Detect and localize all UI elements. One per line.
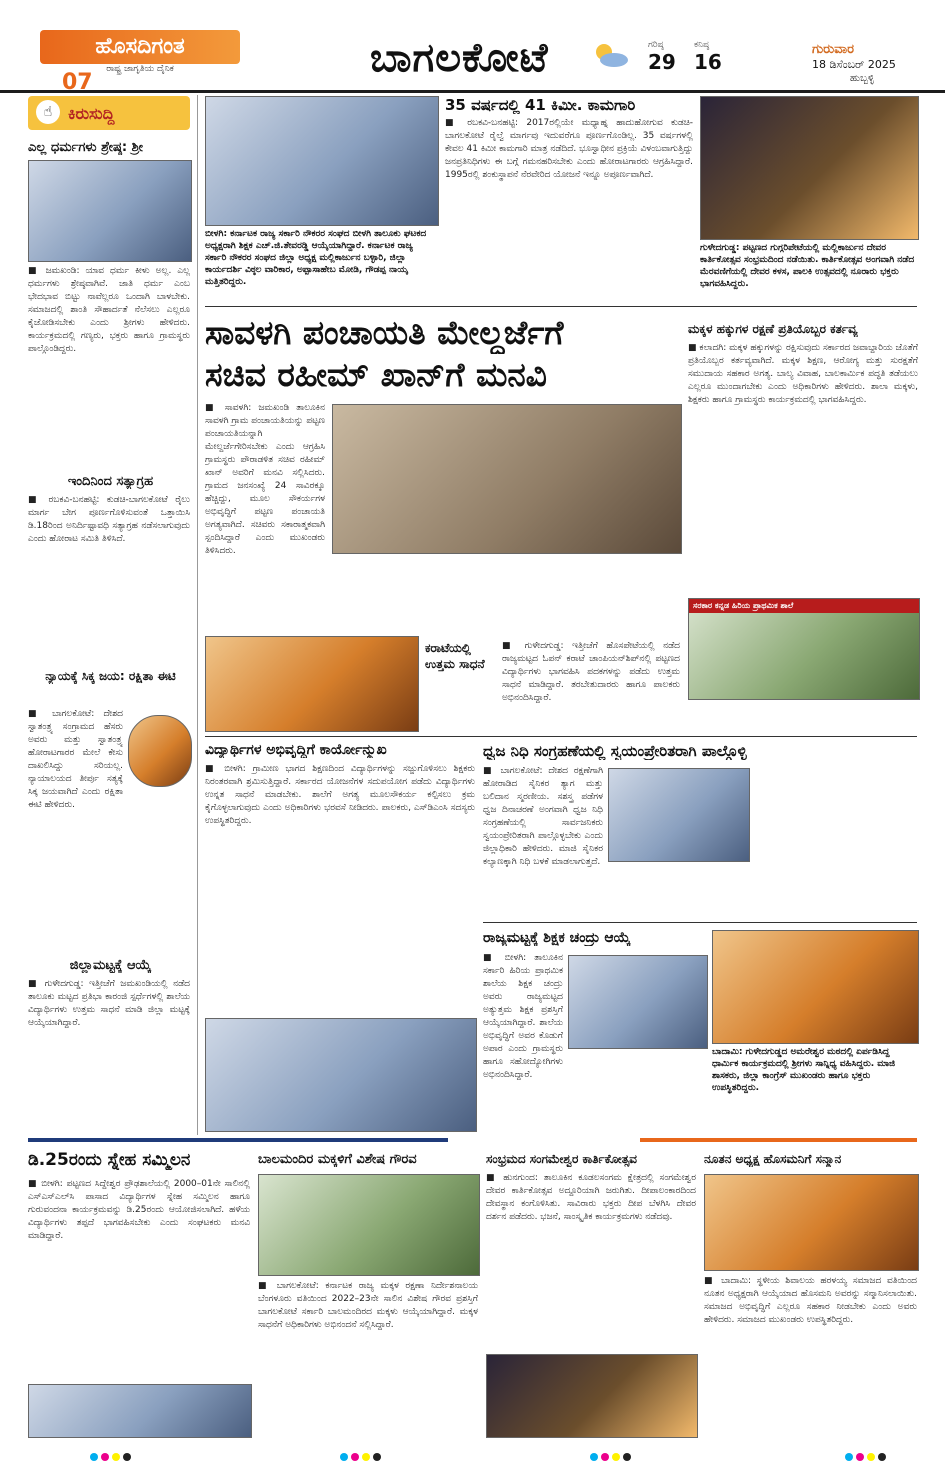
bottom-s3-headline: ಸಂಭ್ರಮದ ಸಂಗಮೇಶ್ವರ ಕಾರ್ತಿಕೋತ್ಸವ (486, 1152, 637, 1166)
registration-dots (340, 1446, 384, 1465)
teacher-photo (568, 955, 708, 1049)
students-headline: ವಿದ್ಯಾರ್ಥಿಗಳ ಅಭಿವೃದ್ಧಿಗೆ ಕಾರ್ಯೋನ್ಮುಖ (205, 742, 387, 758)
story1-body: ■ ಜಮಖಂಡಿ: ಯಾವ ಧರ್ಮ ಕೀಳು ಅಲ್ಲ. ಎಲ್ಲ ಧರ್ಮಗಳು ಶ್ರೇಷ್ಠವಾಗಿವೆ. ಜಾತಿ ಧರ್ಮ ಎಂಬ ಭೇದಭಾವ ಬಿಟ್ಟು ನಾವೆಲ್ಲರೂ ಒಂದಾಗಿ ಬಾಳಬೇಕು. ಸಮಾಜದಲ್ಲಿ ಶಾಂತಿ ಸೌಹಾರ್ದತೆ ನೆಲೆಸಲು ಎಲ್ಲರೂ ಕೈಜೋಡಿಸಬೇಕು ಎಂದು ಶ್ರೀಗಳು ಹೇಳಿದರು. ಕಾರ್ಯಕ್ರಮದಲ್ಲಿ ಗಣ್ಯರು, ಭಕ್ತರು ಹಾಗೂ ಗ್ರಾಮಸ್ಥರು ಪಾಲ್ಗೊಂಡಿದ್ದರು. (28, 266, 190, 354)
rakshita-portrait (128, 715, 192, 787)
bottom-s1-photo (28, 1384, 252, 1438)
top-row-rule (205, 306, 917, 307)
children-body: ■ ಕಲಾದಗಿ: ಮಕ್ಕಳ ಹಕ್ಕುಗಳನ್ನು ರಕ್ಷಿಸುವುದು ಸರ್ಕಾರದ ಜವಾಬ್ದಾರಿಯ ಜೊತೆಗೆ ಪ್ರತಿಯೊಬ್ಬರ ಕರ್ತವ್ಯವಾಗಿದೆ. ಮಕ್ಕಳ ಶಿಕ್ಷಣ, ಆರೋಗ್ಯ ಮತ್ತು ಸುರಕ್ಷತೆಗೆ ಸಮುದಾಯ ಸಹಕಾರ ಅಗತ್ಯ. ಬಾಲ್ಯ ವಿವಾಹ, ಬಾಲಕಾರ್ಮಿಕ ಪದ್ಧತಿ ತಡೆಯಲು ಎಲ್ಲರೂ ಮುಂದಾಗಬೇಕು ಎಂದು ಅಧಿಕಾರಿಗಳು ಹೇಳಿದರು. ಶಾಲಾ ಮಕ್ಕಳು, ಶಿಕ್ಷಕರು ಹಾಗೂ ಗ್ರಾಮಸ್ಥರು ಕಾರ್ಯಕ್ರಮದಲ್ಲಿ ಭಾಗವಹಿಸಿದ್ದರು. (688, 343, 918, 405)
section-strip-orange (640, 1138, 917, 1142)
karate-photo (205, 636, 419, 732)
mid-rule (205, 736, 917, 737)
min-temp: 16 (694, 50, 722, 74)
bottom-s3-photo (486, 1354, 698, 1438)
top-photo-2 (700, 96, 919, 240)
bottom-s2-headline: ಬಾಲಮಂದಿರ ಮಕ್ಕಳಿಗೆ ವಿಶೇಷ ಗೌರವ (258, 1152, 417, 1167)
max-temp: 29 (648, 50, 676, 74)
bottom-s2-body: ■ ಬಾಗಲಕೋಟೆ: ಕರ್ನಾಟಕ ರಾಜ್ಯ ಮಕ್ಕಳ ರಕ್ಷಣಾ ನಿರ್ದೇಶನಾಲಯ ಬೆಂಗಳೂರು ವತಿಯಿಂದ 2022–23ನೇ ಸಾಲಿನ ವಿಶೇಷ ಗೌರವ ಪ್ರಶಸ್ತಿಗೆ ಬಾಗಲಕೋಟೆ ಸರ್ಕಾರಿ ಬಾಲಮಂದಿರದ ಮಕ್ಕಳು ಆಯ್ಕೆಯಾಗಿದ್ದಾರೆ. ಮಕ್ಕಳ ಸಾಧನೆಗೆ ಅಧಿಕಾರಿಗಳು ಅಭಿನಂದನೆ ಸಲ್ಲಿಸಿದ್ದಾರೆ. (258, 1281, 478, 1330)
bottom-s1-body: ■ ಬೀಳಗಿ: ಪಟ್ಟಣದ ಸಿದ್ದೇಶ್ವರ ಪ್ರೌಢಶಾಲೆಯಲ್ಲಿ 2000–01ನೇ ಸಾಲಿನಲ್ಲಿ ಎಸ್‌ಎಸ್‌ಎಲ್‌ಸಿ ಪಾಸಾದ ವಿದ್ಯಾರ್ಥಿಗಳ ಸ್ನೇಹ ಸಮ್ಮಿಲನ ಹಾಗೂ ಗುರುವಂದನಾ ಕಾರ್ಯಕ್ರಮವನ್ನು ಡಿ.25ರಂದು ಆಯೋಜಿಸಲಾಗಿದೆ. ಹಳೆಯ ವಿದ್ಯಾರ್ಥಿಗಳು ತಪ್ಪದೆ ಭಾಗವಹಿಸಬೇಕು ಎಂದು ಸಂಘಟಕರು ಮನವಿ ಮಾಡಿದ್ದಾರೆ. (28, 1179, 250, 1241)
day-name: ಗುರುವಾರ (812, 42, 854, 57)
flag-body-continued (756, 765, 917, 915)
rail-story-headline: 35 ವರ್ಷದಲ್ಲಿ 41 ಕಿಮೀ. ಕಾಮಗಾರಿ (445, 96, 636, 114)
children-headline: ಮಕ್ಕಳ ಹಕ್ಕುಗಳ ರಕ್ಷಣೆ ಪ್ರತಿಯೊಬ್ಬರ ಕರ್ತವ್ಯ (688, 322, 858, 336)
max-temp-label: ಗರಿಷ್ಠ (648, 40, 664, 50)
badami-photo (712, 930, 919, 1044)
rail-story-body: ■ ರಬಕವಿ-ಬನಹಟ್ಟಿ: 2017ರಲ್ಲಿಯೇ ಮಧ್ಯಾಹ್ನ ಹಾದುಹೋಗುವ ಕುಡಚಿ-ಬಾಗಲಕೋಟೆ ರೈಲ್ವೆ ಮಾರ್ಗವು ಇದುವರೆಗೂ ಪೂರ್ಣಗೊಂಡಿಲ್ಲ. 35 ವರ್ಷಗಳಲ್ಲಿ ಕೇವಲ 41 ಕಿಮೀ ಕಾಮಗಾರಿ ಮಾತ್ರ ನಡೆದಿದೆ. ಭೂಸ್ವಾಧೀನ ಪ್ರಕ್ರಿಯೆ ವಿಳಂಬವಾಗುತ್ತಿದ್ದು ಜನಪ್ರತಿನಿಧಿಗಳು ಈ ಬಗ್ಗೆ ಗಮನಹರಿಸಬೇಕು ಎಂದು ಹೋರಾಟಗಾರರು ಆಗ್ರಹಿಸಿದ್ದಾರೆ. 1995ರಲ್ಲಿ ಶಂಕುಸ್ಥಾಪನೆ ನೆರವೇರಿದ ಯೋಜನೆ ಇನ್ನೂ ಅಪೂರ್ಣವಾಗಿದೆ. (445, 118, 693, 180)
lead-headline-line1: ಸಾವಳಗಿ ಪಂಚಾಯತಿ ಮೇಲ್ದರ್ಜೆಗೆ (205, 313, 564, 352)
hand-icon: ☝ (36, 100, 60, 124)
top-photo-1 (205, 96, 439, 226)
story1-photo (28, 160, 192, 262)
kirusuddi-title: ಕಿರುಸುದ್ದಿ (68, 104, 115, 123)
story2-body: ■ ರಬಕವಿ-ಬನಹಟ್ಟಿ: ಕುಡಚಿ-ಬಾಗಲಕೋಟೆ ರೈಲು ಮಾರ್ಗ ಬೇಗ ಪೂರ್ಣಗೊಳಿಸುವಂತೆ ಒತ್ತಾಯಿಸಿ ಡಿ.18ರಿಂದ ಅನಿರ್ದಿಷ್ಟಾವಧಿ ಸತ್ಯಾಗ್ರಹ ನಡೆಸಲಾಗುವುದು ಎಂದು ಹೋರಾಟ ಸಮಿತಿ ತಿಳಿಸಿದೆ. (28, 495, 190, 544)
karate-headline: ಕರಾಟೆಯಲ್ಲಿ ಉತ್ತಮ ಸಾಧನೆ (425, 641, 485, 671)
school-banner: ಸರಕಾರ ಕನ್ನಡ ಹಿರಿಯ ಪ್ರಾಥಮಿಕ ಶಾಲೆ (689, 599, 919, 613)
students-photo (205, 1018, 477, 1132)
story1-headline: ಎಲ್ಲ ಧರ್ಮಗಳು ಶ್ರೇಷ್ಠ: ಶ್ರೀ (28, 140, 144, 155)
registration-dots (845, 1446, 889, 1465)
min-temp-label: ಕನಿಷ್ಠ (694, 40, 710, 50)
column-divider (197, 95, 198, 1135)
brand-logo: ಹೊಸದಿಗಂತ (40, 30, 240, 64)
bottom-s4-headline: ನೂತನ ಅಧ್ಯಕ್ಷ ಹೊಸಮನಿಗೆ ಸನ್ಮಾನ (704, 1152, 842, 1166)
bottom-s2-photo (258, 1174, 480, 1276)
flag-photo (608, 768, 750, 862)
bottom-s4-photo (704, 1174, 919, 1271)
story2-headline: ಇಂದಿನಿಂದ ಸತ್ಯಾಗ್ರಹ (67, 474, 154, 489)
lead-body: ■ ಸಾವಳಗಿ: ಜಮಖಂಡಿ ತಾಲೂಕಿನ ಸಾವಳಗಿ ಗ್ರಾಮ ಪಂಚಾಯತಿಯನ್ನು ಪಟ್ಟಣ ಪಂಚಾಯತಿಯನ್ನಾಗಿ ಮೇಲ್ದರ್ಜೆಗೇರಿಸಬೇಕು ಎಂದು ಆಗ್ರಹಿಸಿ ಗ್ರಾಮಸ್ಥರು ಪೌರಾಡಳಿತ ಸಚಿವ ರಹೀಮ್ ಖಾನ್ ಅವರಿಗೆ ಮನವಿ ಸಲ್ಲಿಸಿದರು. ಗ್ರಾಮದ ಜನಸಂಖ್ಯೆ 24 ಸಾವಿರಕ್ಕೂ ಹೆಚ್ಚಿದ್ದು, ಮೂಲ ಸೌಕರ್ಯಗಳ ಅಭಿವೃದ್ಧಿಗೆ ಪಟ್ಟಣ ಪಂಚಾಯತಿ ಅಗತ್ಯವಾಗಿದೆ. ಸಚಿವರು ಸಕಾರಾತ್ಮಕವಾಗಿ ಸ್ಪಂದಿಸಿದ್ದಾರೆ ಎಂದು ಮುಖಂಡರು ತಿಳಿಸಿದರು. (205, 403, 325, 556)
lead-photo (332, 404, 682, 554)
lead-headline-line2: ಸಚಿವ ರಹೀಮ್ ಖಾನ್‌ಗೆ ಮನವಿ (205, 355, 547, 394)
bottom-s3-body: ■ ಹುನಗುಂದ: ತಾಲೂಕಿನ ಕೂಡಲಸಂಗಮ ಕ್ಷೇತ್ರದಲ್ಲಿ ಸಂಗಮೇಶ್ವರ ದೇವರ ಕಾರ್ತಿಕೋತ್ಸವ ಅದ್ದೂರಿಯಾಗಿ ಜರುಗಿತು. ದೀಪಾಲಂಕಾರದಿಂದ ದೇವಸ್ಥಾನ ಕಂಗೊಳಿಸಿತು. ಸಾವಿರಾರು ಭಕ್ತರು ದೀಪ ಬೆಳಗಿಸಿ ದೇವರ ದರ್ಶನ ಪಡೆದರು. ಭಜನೆ, ಸಾಂಸ್ಕೃತಿಕ ಕಾರ್ಯಕ್ರಮಗಳು ನಡೆದವು. (486, 1173, 696, 1222)
lead-body-continued (332, 558, 680, 630)
badami-caption: ಬಾದಾಮಿ: ಗುಳೇದಗುಡ್ಡದ ಅಮರೇಶ್ವರ ಮಠದಲ್ಲಿ ಏರ್ಪಡಿಸಿದ್ದ ಧಾರ್ಮಿಕ ಕಾರ್ಯಕ್ರಮದಲ್ಲಿ ಶ್ರೀಗಳು ಸಾನ್ನಿಧ್ಯ ವಹಿಸಿದ್ದರು. ಮಾಜಿ ಶಾಸಕರು, ಜಿಲ್ಲಾ ಕಾಂಗ್ರೆಸ್ ಮುಖಂಡರು ಹಾಗೂ ಭಕ್ತರು ಉಪಸ್ಥಿತರಿದ್ದರು. (712, 1047, 896, 1093)
registration-dots (90, 1446, 134, 1465)
max-temp-block (648, 40, 676, 74)
children-photo (688, 598, 920, 700)
date-line: 18 ಡಿಸೆಂಬರ್ 2025 (812, 58, 896, 71)
karate-body: ■ ಗುಳೇದಗುಡ್ಡ: ಇತ್ತೀಚೆಗೆ ಹೊಸಪೇಟೆಯಲ್ಲಿ ನಡೆದ ರಾಜ್ಯಮಟ್ಟದ ಓಪನ್ ಕರಾಟೆ ಚಾಂಪಿಯನ್‌ಶಿಪ್‌ನಲ್ಲಿ ಪಟ್ಟಣದ ವಿದ್ಯಾರ್ಥಿಗಳು ಭಾಗವಹಿಸಿ ಪದಕಗಳನ್ನು ಪಡೆದು ಉತ್ತಮ ಸಾಧನೆ ಮಾಡಿದ್ದಾರೆ. ತರಬೇತುದಾರರು ಹಾಗೂ ಪಾಲಕರು ಅಭಿನಂದಿಸಿದ್ದಾರೆ. (502, 641, 680, 703)
story4-headline: ಜಿಲ್ಲಾಮಟ್ಟಕ್ಕೆ ಆಯ್ಕೆ (69, 958, 152, 973)
story3-body: ■ ಬಾಗಲಕೋಟೆ: ದೇಶದ ಸ್ವಾತಂತ್ರ್ಯ ಸಂಗ್ರಾಮದ ಹೆಸರು ಅವರು ಮತ್ತು ಸ್ವಾತಂತ್ರ್ಯ ಹೋರಾಟಗಾರರ ಮೇಲೆ ಕೇಸು ದಾಖಲಿಸಿದ್ದು ಸರಿಯಲ್ಲ. ನ್ಯಾಯಾಲಯದ ತೀರ್ಪು ಸತ್ಯಕ್ಕೆ ಸಿಕ್ಕ ಜಯವಾಗಿದೆ ಎಂದು ರಕ್ಷಿತಾ ಈಟಿ ಹೇಳಿದರು. (28, 709, 123, 810)
teacher-body: ■ ಬೀಳಗಿ: ತಾಲೂಕಿನ ಸರ್ಕಾರಿ ಹಿರಿಯ ಪ್ರಾಥಮಿಕ ಶಾಲೆಯ ಶಿಕ್ಷಕ ಚಂದ್ರು ಅವರು ರಾಜ್ಯಮಟ್ಟದ ಅತ್ಯುತ್ತಮ ಶಿಕ್ಷಕ ಪ್ರಶಸ್ತಿಗೆ ಆಯ್ಕೆಯಾಗಿದ್ದಾರೆ. ಶಾಲೆಯ ಅಭಿವೃದ್ಧಿಗೆ ಅವರ ಕೊಡುಗೆ ಅಪಾರ ಎಂದು ಗ್ರಾಮಸ್ಥರು ಹಾಗೂ ಸಹೋದ್ಯೋಗಿಗಳು ಅಭಿನಂದಿಸಿದ್ದಾರೆ. (483, 953, 563, 1080)
flag-rule (483, 922, 917, 923)
flag-body: ■ ಬಾಗಲಕೋಟೆ: ದೇಶದ ರಕ್ಷಣೆಗಾಗಿ ಹೋರಾಡಿದ ಸೈನಿಕರ ತ್ಯಾಗ ಮತ್ತು ಬಲಿದಾನ ಸ್ಮರಣೀಯ. ಸಶಸ್ತ್ರ ಪಡೆಗಳ ಧ್ವಜ ದಿನಾಚರಣೆ ಅಂಗವಾಗಿ ಧ್ವಜ ನಿಧಿ ಸಂಗ್ರಹಣೆಯಲ್ಲಿ ಸಾರ್ವಜನಿಕರು ಸ್ವಯಂಪ್ರೇರಿತರಾಗಿ ಪಾಲ್ಗೊಳ್ಳಬೇಕು ಎಂದು ಜಿಲ್ಲಾಧಿಕಾರಿ ಹೇಳಿದರು. ಮಾಜಿ ಸೈನಿಕರ ಕಲ್ಯಾಣಕ್ಕಾಗಿ ನಿಧಿ ಬಳಕೆ ಮಾಡಲಾಗುತ್ತದೆ. (483, 766, 603, 867)
min-temp-block (694, 40, 722, 74)
place-name: ಹುಬ್ಬಳ್ಳಿ (850, 73, 875, 84)
bottom-s1-headline: ಡಿ.25ರಂದು ಸ್ನೇಹ ಸಮ್ಮಿಲನ (28, 1150, 191, 1170)
story4-body: ■ ಗುಳೇದಗುಡ್ಡ: ಇತ್ತೀಚೆಗೆ ಜಮಖಂಡಿಯಲ್ಲಿ ನಡೆದ ತಾಲೂಕು ಮಟ್ಟದ ಪ್ರತಿಭಾ ಕಾರಂಜಿ ಸ್ಪರ್ಧೆಗಳಲ್ಲಿ ಶಾಲೆಯ ವಿದ್ಯಾರ್ಥಿಗಳು ಉತ್ತಮ ಸಾಧನೆ ಮಾಡಿ ಜಿಲ್ಲಾ ಮಟ್ಟಕ್ಕೆ ಆಯ್ಕೆಯಾಗಿದ್ದಾರೆ. (28, 979, 190, 1028)
top-photo-1-caption: ಬೀಳಗಿ: ಕರ್ನಾಟಕ ರಾಜ್ಯ ಸರ್ಕಾರಿ ನೌಕರರ ಸಂಘದ ಬೀಳಗಿ ತಾಲೂಕು ಘಟಕದ ಅಧ್ಯಕ್ಷರಾಗಿ ಶಿಕ್ಷಕ ಎಚ್.ಜಿ.ತೇವರಡ್ಡಿ ಆಯ್ಕೆಯಾಗಿದ್ದಾರೆ. ಕರ್ನಾಟಕ ರಾಜ್ಯ ಸರ್ಕಾರಿ ನೌಕರರ ಸಂಘದ ಜಿಲ್ಲಾ ಅಧ್ಯಕ್ಷ ಮಲ್ಲಿಕಾರ್ಜುನ ಬಳ್ಳಾರಿ, ಜಿಲ್ಲಾ ಕಾರ್ಯದರ್ಶಿ ವಿಠ್ಠಲ ವಾರಿಕಾರ, ಅಪ್ಪಾಸಾಹೇಬ ಮೋಡಿ, ಗೌಡಪ್ಪ ನಾಯ್ಕ ಮತ್ತಿತರಿದ್ದರು. (205, 229, 427, 287)
registration-dots (590, 1446, 634, 1465)
bottom-s4-body: ■ ಬಾದಾಮಿ: ಸ್ಥಳೀಯ ಶಿವಾಲಯ ಹರಳಯ್ಯ ಸಮಾಜದ ವತಿಯಿಂದ ನೂತನ ಅಧ್ಯಕ್ಷರಾಗಿ ಆಯ್ಕೆಯಾದ ಹೊಸಮನಿ ಅವರನ್ನು ಸನ್ಮಾನಿಸಲಾಯಿತು. ಸಮಾಜದ ಅಭಿವೃದ್ಧಿಗೆ ಎಲ್ಲರೂ ಸಹಕಾರ ನೀಡಬೇಕು ಎಂದು ಅವರು ಹೇಳಿದರು. ಸಮಾಜದ ಮುಖಂಡರು ಉಪಸ್ಥಿತರಿದ್ದರು. (704, 1276, 917, 1325)
story3-headline: ನ್ಯಾಯಕ್ಕೆ ಸಿಕ್ಕ ಜಯ: ರಕ್ಷಿತಾ ಈಟಿ (45, 669, 176, 683)
section-strip-blue (28, 1138, 448, 1142)
teacher-headline: ರಾಜ್ಯಮಟ್ಟಕ್ಕೆ ಶಿಕ್ಷಕ ಚಂದ್ರು ಆಯ್ಕೆ (483, 930, 631, 946)
city-title: ಬಾಗಲಕೋಟೆ (370, 35, 549, 81)
flag-headline: ಧ್ವಜ ನಿಧಿ ಸಂಗ್ರಹಣೆಯಲ್ಲಿ ಸ್ವಯಂಪ್ರೇರಿತರಾಗಿ ಪಾಲ್ಗೊಳ್ಳಿ (483, 742, 747, 760)
top-photo-2-caption: ಗುಳೇದಗುಡ್ಡ: ಪಟ್ಟಣದ ಗುಗ್ಗರಿಪೇಟೆಯಲ್ಲಿ ಮಲ್ಲಿಕಾರ್ಜುನ ದೇವರ ಕಾರ್ತಿಕೋತ್ಸವ ಸಂಭ್ರಮದಿಂದ ನಡೆಯಿತು. ಕಾರ್ತಿಕೋತ್ಸವ ಅಂಗವಾಗಿ ನಡೆದ ಮೆರವಣಿಗೆಯಲ್ಲಿ ದೇವರ ಕಳಸ, ಪಾಲಕಿ ಉತ್ಸವದಲ್ಲಿ ನೂರಾರು ಭಕ್ತರು ಭಾಗವಹಿಸಿದ್ದರು. (700, 243, 915, 289)
page-number: 07 (62, 70, 93, 95)
students-body: ■ ಬೀಳಗಿ: ಗ್ರಾಮೀಣ ಭಾಗದ ಶಿಕ್ಷಣದಿಂದ ವಿದ್ಯಾರ್ಥಿಗಳನ್ನು ಸಜ್ಜುಗೊಳಿಸಲು ಶಿಕ್ಷಕರು ನಿರಂತರವಾಗಿ ಶ್ರಮಿಸುತ್ತಿದ್ದಾರೆ. ಸರ್ಕಾರದ ಯೋಜನೆಗಳ ಸದುಪಯೋಗ ಪಡೆದು ವಿದ್ಯಾರ್ಥಿಗಳು ಉನ್ನತ ಸಾಧನೆ ಮಾಡಬೇಕು. ಶಾಲೆಗೆ ಅಗತ್ಯ ಮೂಲಸೌಕರ್ಯ ಕಲ್ಪಿಸಲು ಕ್ರಮ ಕೈಗೊಳ್ಳಲಾಗುವುದು ಎಂದು ಅಧಿಕಾರಿಗಳು ಭರವಸೆ ನೀಡಿದರು. ಪಾಲಕರು, ಎಸ್‌ಡಿಎಂಸಿ ಸದಸ್ಯರು ಉಪಸ್ಥಿತರಿದ್ದರು. (205, 764, 475, 826)
weather-icon (590, 40, 630, 70)
brand-tagline: ರಾಷ್ಟ್ರ ಜಾಗೃತಿಯ ದೈನಿಕ (106, 64, 174, 74)
